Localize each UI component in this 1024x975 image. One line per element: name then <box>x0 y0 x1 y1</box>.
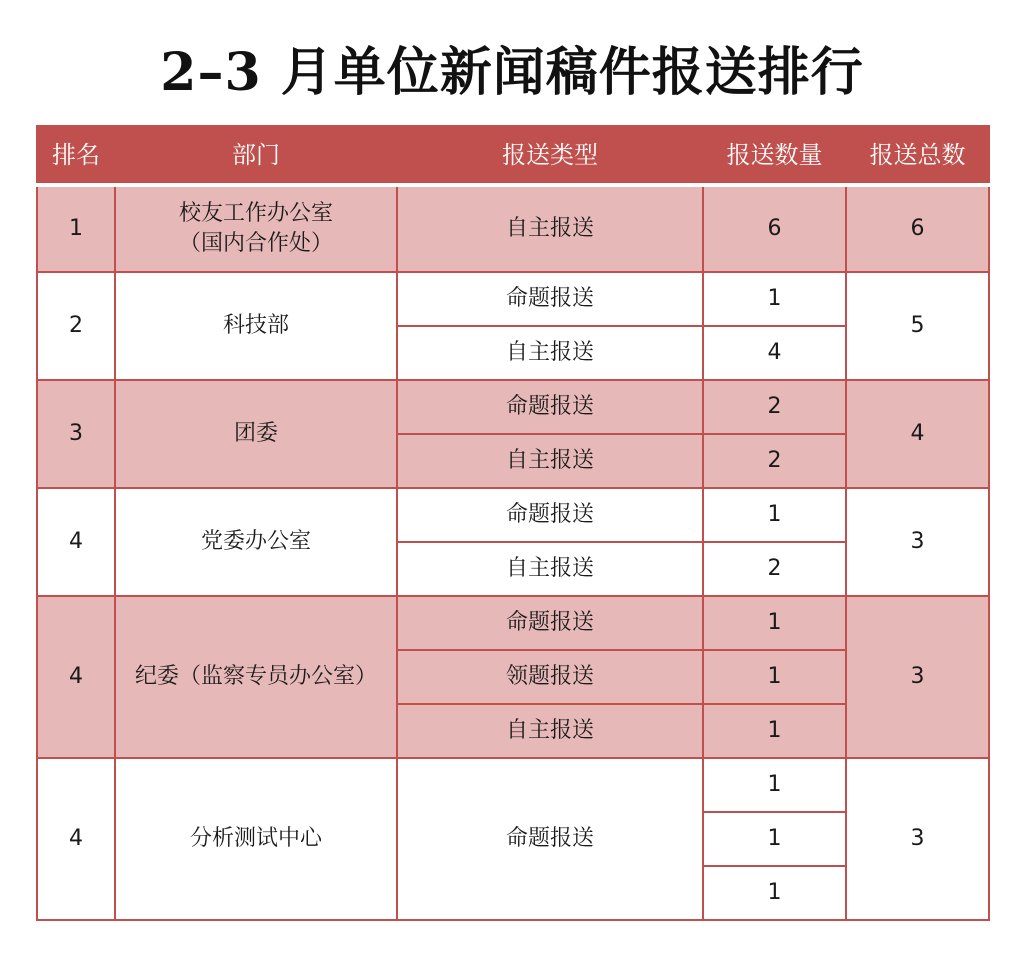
total-cell: 4 <box>846 380 989 488</box>
dept-cell: 分析测试中心 <box>115 758 397 920</box>
type-cell: 命题报送 <box>397 272 703 326</box>
header-type: 报送类型 <box>397 126 703 185</box>
page-title: 2–3 月单位新闻稿件报送排行 <box>160 42 864 103</box>
rank-cell: 3 <box>37 380 115 488</box>
total-cell: 6 <box>846 185 989 272</box>
count-cell: 1 <box>703 704 846 758</box>
count-cell: 1 <box>703 866 846 920</box>
dept-cell: 科技部 <box>115 272 397 380</box>
header-total: 报送总数 <box>846 126 989 185</box>
type-cell: 命题报送 <box>397 596 703 650</box>
count-cell: 6 <box>703 185 846 272</box>
dept-cell: 党委办公室 <box>115 488 397 596</box>
dept-line: （国内合作处） <box>178 231 333 256</box>
type-cell: 命题报送 <box>397 488 703 542</box>
total-cell: 3 <box>846 488 989 596</box>
dept-line: 校友工作办公室 <box>178 201 333 227</box>
total-cell: 3 <box>846 758 989 920</box>
type-cell: 自主报送 <box>397 326 703 380</box>
type-cell: 命题报送 <box>397 380 703 434</box>
rank-cell: 4 <box>37 758 115 920</box>
count-cell: 2 <box>703 542 846 596</box>
count-cell: 4 <box>703 326 846 380</box>
count-cell: 1 <box>703 596 846 650</box>
header-rank: 排名 <box>37 126 115 185</box>
count-cell: 1 <box>703 812 846 866</box>
type-cell: 领题报送 <box>397 650 703 704</box>
count-cell: 2 <box>703 380 846 434</box>
rank-cell: 1 <box>37 185 115 272</box>
table-header-row <box>37 126 989 185</box>
count-cell: 1 <box>703 272 846 326</box>
type-cell: 自主报送 <box>397 704 703 758</box>
dept-cell: 纪委（监察专员办公室） <box>115 596 397 758</box>
table-row <box>37 758 989 812</box>
header-dept: 部门 <box>115 126 397 185</box>
header-count: 报送数量 <box>703 126 846 185</box>
count-cell: 1 <box>703 650 846 704</box>
dept-cell <box>115 185 397 272</box>
dept-cell: 团委 <box>115 380 397 488</box>
table-row <box>37 185 989 272</box>
type-cell: 命题报送 <box>397 758 703 920</box>
type-cell: 自主报送 <box>397 434 703 488</box>
table-row <box>37 488 989 542</box>
rank-cell: 2 <box>37 272 115 380</box>
type-cell: 自主报送 <box>397 542 703 596</box>
count-cell: 1 <box>703 758 846 812</box>
total-cell: 3 <box>846 596 989 758</box>
rank-cell: 4 <box>37 488 115 596</box>
ranking-table <box>36 125 990 921</box>
table-row <box>37 596 989 650</box>
count-cell: 1 <box>703 488 846 542</box>
table-row <box>37 272 989 326</box>
type-cell: 自主报送 <box>397 185 703 272</box>
table-row <box>37 380 989 434</box>
total-cell: 5 <box>846 272 989 380</box>
count-cell: 2 <box>703 434 846 488</box>
rank-cell: 4 <box>37 596 115 758</box>
